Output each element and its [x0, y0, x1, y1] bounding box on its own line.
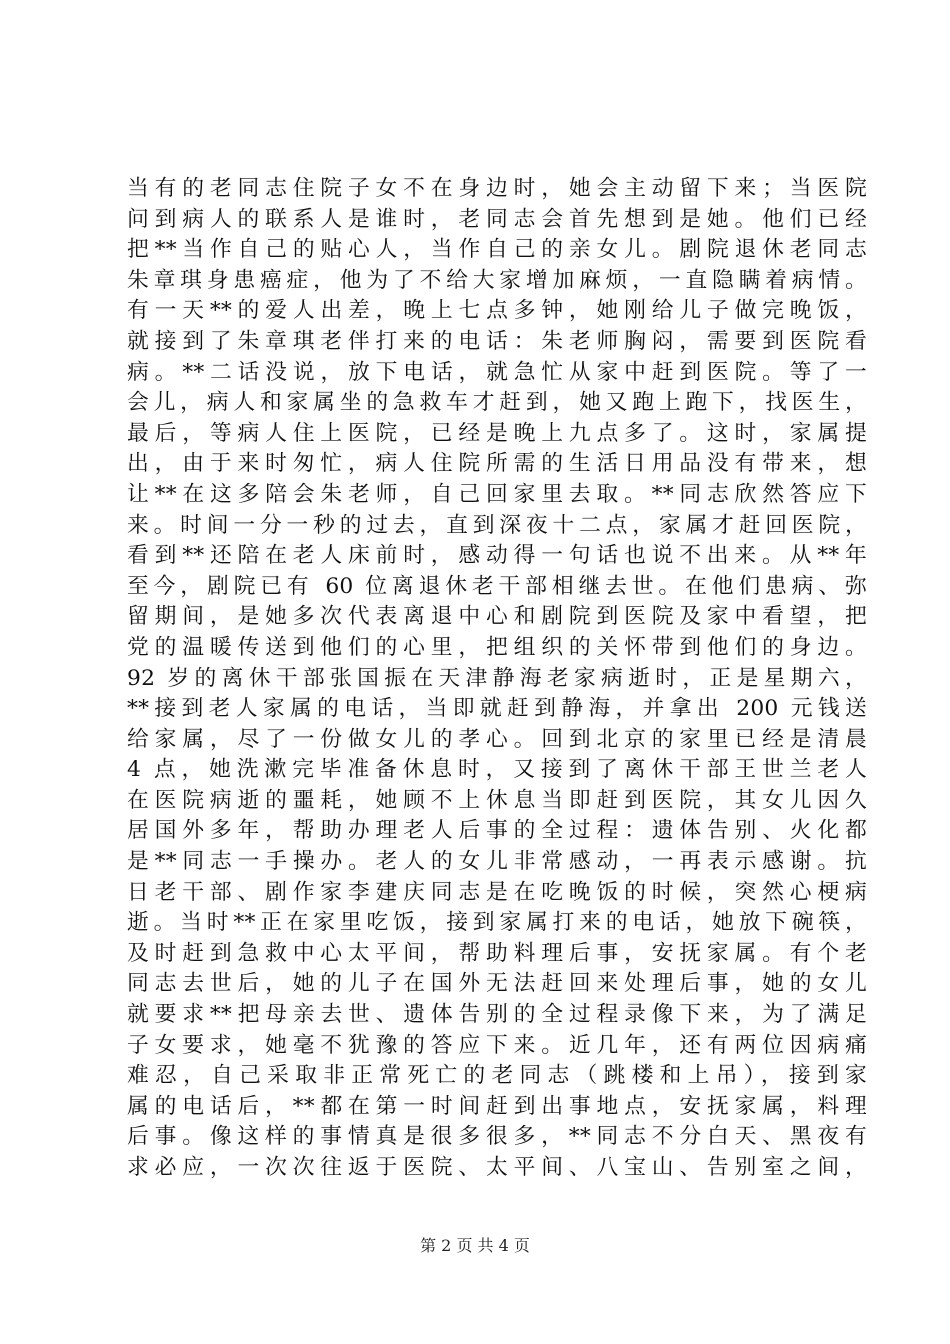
text-line: 出，由于来时匆忙，病人住院所需的生活日用品没有带来，想 — [127, 451, 867, 477]
text-line: 后事。像这样的事情真是很多很多，**同志不分白天、黑夜有 — [127, 1124, 867, 1150]
text-line: 难忍，自己采取非正常死亡的老同志（跳楼和上吊），接到家 — [127, 1063, 867, 1089]
text-line: 让**在这多陪会朱老师，自己回家里去取。**同志欣然答应下 — [127, 481, 867, 507]
text-line: 会儿，病人和家属坐的急救车才赶到，她又跑上跑下，找医生， — [127, 390, 867, 416]
text-line: 问到病人的联系人是谁时，老同志会首先想到是她。他们已经 — [127, 206, 867, 232]
text-line: 及时赶到急救中心太平间，帮助料理后事，安抚家属。有个老 — [127, 940, 867, 966]
text-line: 给家属，尽了一份做女儿的孝心。回到北京的家里已经是清晨 — [127, 726, 867, 752]
text-line: 是**同志一手操办。老人的女儿非常感动，一再表示感谢。抗 — [127, 849, 867, 875]
text-line: 就要求**把母亲去世、遗体告别的全过程录像下来，为了满足 — [127, 1002, 867, 1028]
text-line: 逝。当时**正在家里吃饭，接到家属打来的电话，她放下碗筷， — [127, 910, 867, 936]
text-line: 留期间，是她多次代表离退中心和剧院到医院及家中看望，把 — [127, 604, 867, 630]
text-line: 来。时间一分一秒的过去，直到深夜十二点，家属才赶回医院， — [127, 512, 867, 538]
text-line: 就接到了朱章琪老伴打来的电话：朱老师胸闷，需要到医院看 — [127, 328, 867, 354]
text-line: 同志去世后，她的儿子在国外无法赶回来处理后事，她的女儿 — [127, 971, 867, 997]
page-footer: 第 2 页 共 4 页 — [420, 1236, 530, 1255]
text-line: **接到老人家属的电话，当即就赶到静海，并拿出 200 元钱送 — [127, 696, 867, 722]
text-line: 求必应，一次次往返于医院、太平间、八宝山、告别室之间， — [127, 1155, 867, 1180]
text-line: 子女要求，她毫不犹豫的答应下来。近几年，还有两位因病痛 — [127, 1032, 867, 1058]
text-line: 把**当作自己的贴心人，当作自己的亲女儿。剧院退休老同志 — [127, 237, 867, 263]
text-line: 4 点，她洗漱完毕准备休息时，又接到了离休干部王世兰老人 — [127, 757, 867, 783]
text-line: 朱章琪身患癌症，他为了不给大家增加麻烦，一直隐瞒着病情。 — [127, 267, 867, 293]
text-line: 属的电话后，**都在第一时间赶到出事地点，安抚家属，料理 — [127, 1093, 867, 1119]
text-line: 最后，等病人住上医院，已经是晚上九点多了。这时，家属提 — [127, 420, 867, 446]
text-line: 病。**二话没说，放下电话，就急忙从家中赶到医院。等了一 — [127, 359, 867, 385]
text-line: 当有的老同志住院子女不在身边时，她会主动留下来；当医院 — [127, 176, 867, 201]
body-text — [127, 174, 867, 1184]
text-line: 日老干部、剧作家李建庆同志是在吃晚饭的时候，突然心梗病 — [127, 879, 867, 905]
text-line: 居国外多年，帮助办理老人后事的全过程：遗体告别、火化都 — [127, 818, 867, 844]
text-line: 看到**还陪在老人床前时，感动得一句话也说不出来。从**年 — [127, 543, 867, 569]
text-line: 至今，剧院已有 60 位离退休老干部相继去世。在他们患病、弥 — [127, 573, 867, 599]
text-line: 党的温暖传送到他们的心里，把组织的关怀带到他们的身边。 — [127, 634, 867, 660]
text-line: 有一天**的爱人出差，晚上七点多钟，她刚给儿子做完晚饭， — [127, 298, 867, 324]
text-line: 92 岁的离休干部张国振在天津静海老家病逝时，正是星期六， — [127, 665, 867, 691]
text-line: 在医院病逝的噩耗，她顾不上休息当即赶到医院，其女儿因久 — [127, 787, 867, 813]
